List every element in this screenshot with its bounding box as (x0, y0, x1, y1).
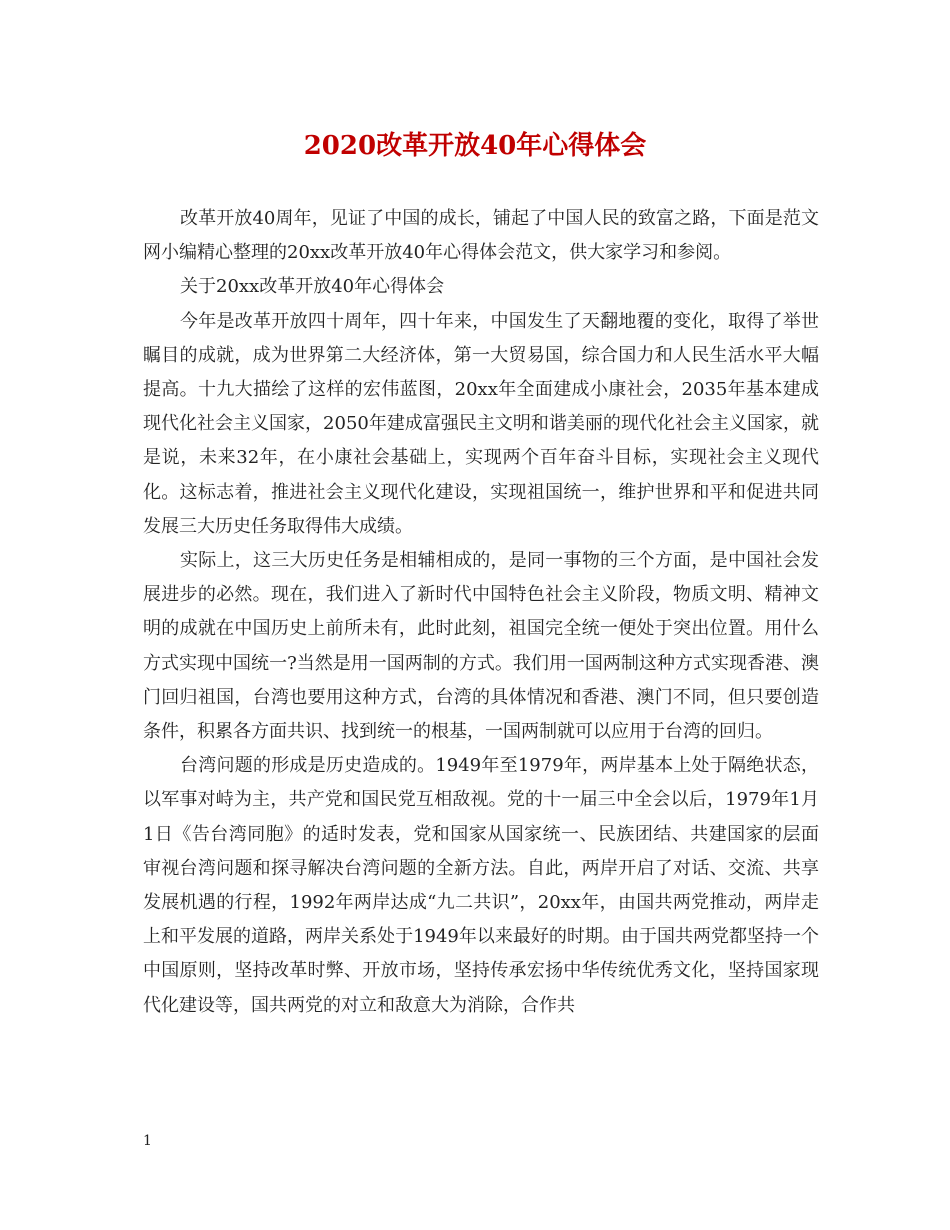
paragraph-taiwan: 台湾问题的形成是历史造成的。1949年至1979年，两岸基本上处于隔绝状态，以军事对峙为主，共产党和国民党互相敌视。党的十一届三中全会以后，1979年1月1日《告台湾同胞》的适时发表，党和国家从国家统一、民族团结、共建国家的层面审视台湾问题和探寻解决台湾问题的全新方法。自此，两岸开启了对话、交流、共享发展机遇的行程，1992年两岸达成“九二共识”，20xx年，由国共两党推动，两岸走上和平发展的道路，两岸关系处于1949年以来最好的时期。由于国共两党都坚持一个中国原则，坚持改革时弊、开放市场，坚持传承宏扬中华传统优秀文化，坚持国家现代化建设等，国共两党的对立和敌意大为消除，合作共 (143, 755, 819, 1016)
document-body (143, 202, 819, 1023)
page-number: 1 (143, 1133, 152, 1149)
paragraph-three-tasks: 实际上，这三大历史任务是相辅相成的，是同一事物的三个方面，是中国社会发展进步的必然。现在，我们进入了新时代中国特色社会主义阶段，物质文明、精神文明的成就在中国历史上前所未有，此时此刻，祖国完全统一便处于突出位置。用什么方式实现中国统一?当然是用一国两制的方式。我们用一国两制这种方式实现香港、澳门回归祖国，台湾也要用这种方式，台湾的具体情况和香港、澳门不同，但只要创造条件，积累各方面共识、找到统一的根基，一国两制就可以应用于台湾的回归。 (143, 550, 819, 743)
paragraph-heading: 关于20xx改革开放40年心得体会 (180, 276, 445, 298)
document-title: 2020改革开放40年心得体会 (303, 131, 647, 161)
paragraph-40-years: 今年是改革开放四十周年，四十年来，中国发生了天翻地覆的变化，取得了举世瞩目的成就，成为世界第二大经济体，第一大贸易国，综合国力和人民生活水平大幅提高。十九大描绘了这样的宏伟蓝图，20xx年全面建成小康社会，2035年基本建成现代化社会主义国家，2050年建成富强民主文明和谐美丽的现代化社会主义国家，就是说，未来32年，在小康社会基础上，实现两个百年奋斗目标，实现社会主义现代化。这标志着，推进社会主义现代化建设，实现祖国统一，维护世界和平和促进共同发展三大历史任务取得伟大成绩。 (143, 310, 819, 537)
paragraph-intro: 改革开放40周年，见证了中国的成长，铺起了中国人民的致富之路，下面是范文网小编精心整理的20xx改革开放40年心得体会范文，供大家学习和参阅。 (143, 208, 819, 264)
